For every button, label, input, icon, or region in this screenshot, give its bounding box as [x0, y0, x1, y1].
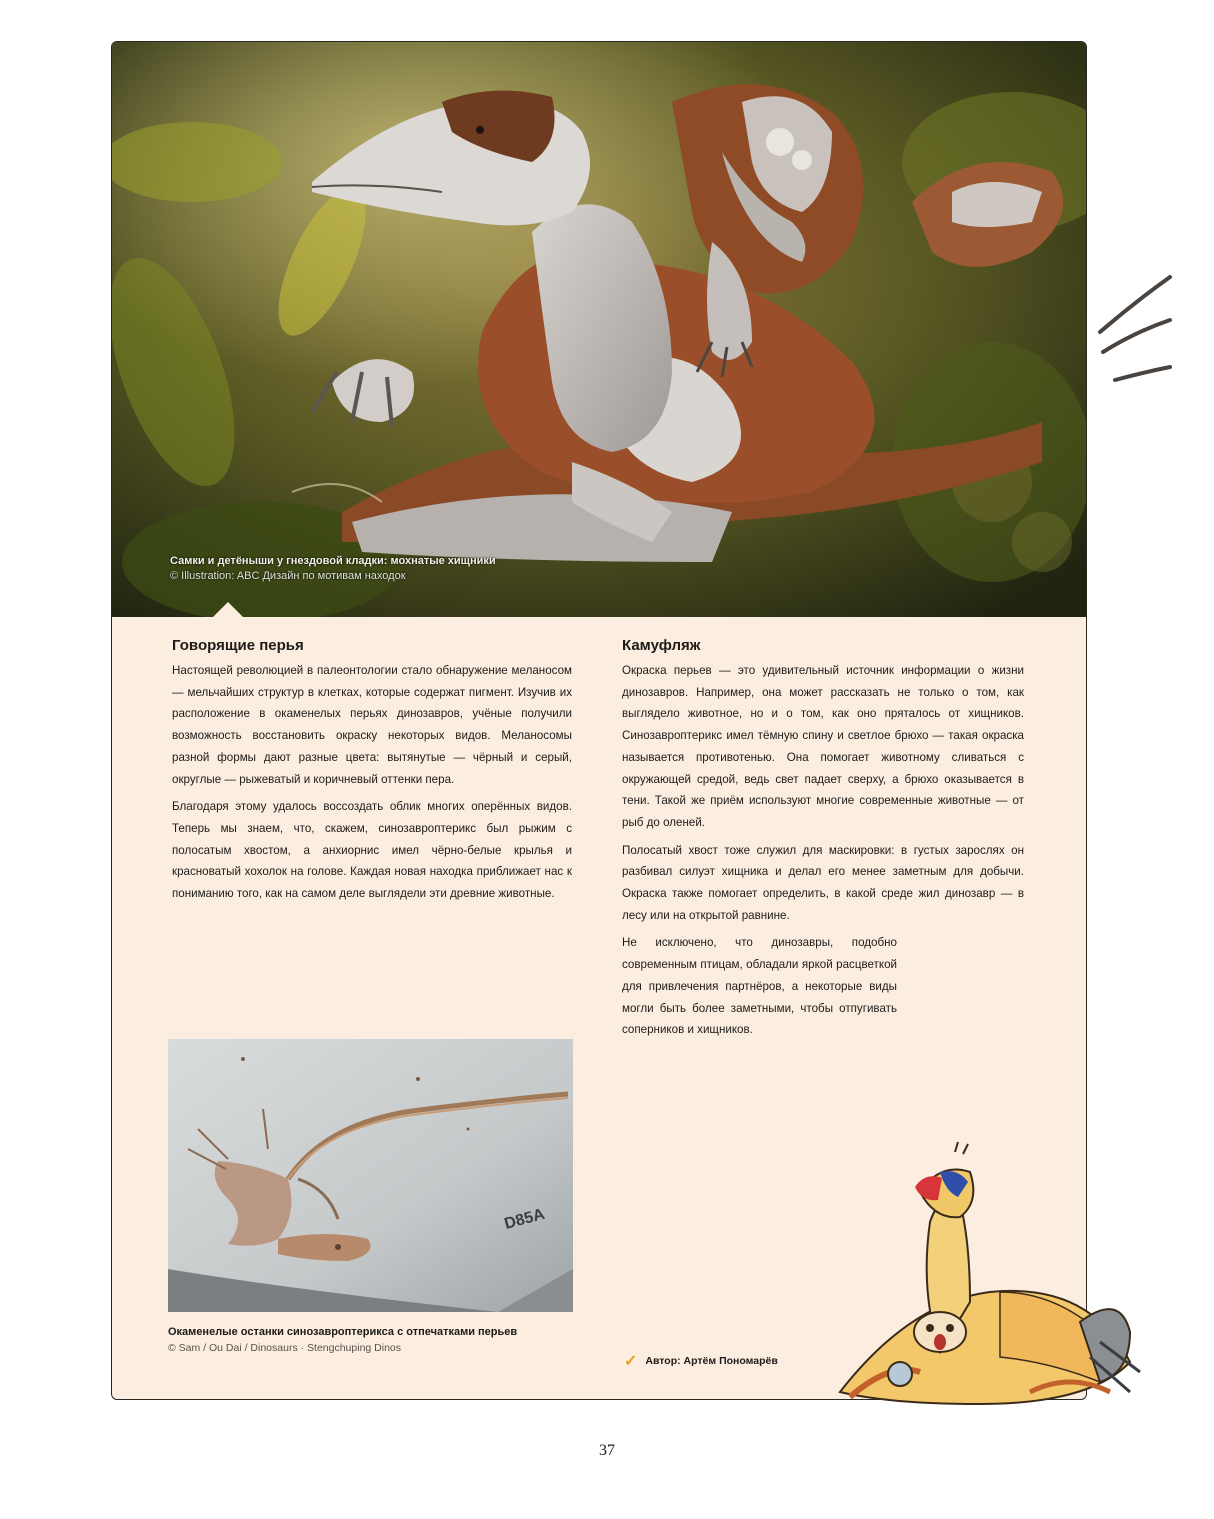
left-column: [172, 636, 572, 911]
left-heading: Говорящие перья: [172, 637, 304, 654]
right-heading: Камуфляж: [622, 637, 701, 654]
right-column: [622, 636, 1024, 1047]
dinosaur-scene-image: [112, 42, 1086, 617]
left-paragraph: Настоящей революцией в палеонтологии стало обнаружение меланосом — мельчайших структур в клетках, которые содержат пигмент. Изучив их расположение в окаменелых перьях динозавров, учёные получили возможность восстановить окраску некоторых видов. Меланосомы разной формы дают разные цвета: вытянутые — чёрный и серый, округлые — рыжеватый и коричневый оттенки пера.: [172, 664, 572, 786]
right-paragraph: Окраска перьев — это удивительный источник информации о жизни динозавров. Например, она может рассказать не только о том, как выглядело животное, но и о том, как оно пряталось от хищников. Синозавроптерикс имел тёмную спину и светлое брюхо — такая окраска называется противотенью. Она помогает животному сливаться с окружающей средой, ведь свет падает сверху, а брюхо оказывается в тени. Такой же приём используют многие современные животные — от рыб до оленей.: [622, 664, 1024, 829]
right-paragraph: Полосатый хвост тоже служил для маскировки: в густых зарослях он разбивал силуэт хищника и делал его менее заметным для добычи. Окраска также помогает определить, в какой среде жил динозавр — в лесу или на открытой равнине.: [622, 843, 1024, 922]
feather-mark-icon: ✓: [624, 1353, 638, 1370]
fossil-slab-image: [168, 1039, 573, 1312]
hero-caption-credit: © Illustration: ABC Дизайн по мотивам находок: [170, 570, 406, 582]
fossil-caption-credit: © Sam / Ou Dai / Dinosaurs · Stengchuping Dinos: [168, 1342, 402, 1354]
author-line: [624, 1351, 778, 1371]
hero-caption-title: Самки и детёныши у гнездовой кладки: мохнатые хищники: [170, 555, 496, 567]
cartoon-dinosaur-mascot: [830, 1142, 1150, 1412]
left-paragraph: Благодаря этому удалось воссоздать облик многих оперённых видов. Теперь мы знаем, что, скажем, синозавроптерикс был рыжим с полосатым хвостом, а анхиорнис имел чёрно-белые крылья и красноватый хохолок на голове. Каждая новая находка приближает нас к пониманию того, как на самом деле выглядели эти древние животные.: [172, 800, 572, 901]
claw-scratch-icon: [1095, 272, 1175, 392]
fossil-photo: [168, 1039, 573, 1312]
caption-notch: [212, 602, 244, 617]
fossil-caption: [168, 1324, 573, 1356]
slab-specimen-label: D85A: [502, 1205, 547, 1233]
author-name: Автор: Артём Пономарёв: [645, 1355, 778, 1367]
hero-illustration: [112, 42, 1086, 617]
page-number: 37: [599, 1442, 615, 1459]
fossil-caption-title: Окаменелые останки синозавроптерикса с отпечатками перьев: [168, 1326, 518, 1338]
hero-caption: [170, 554, 590, 584]
right-paragraph: Не исключено, что динозавры, подобно современным птицам, обладали яркой расцветкой для привлечения партнёров, а некоторые виды могли быть более заметными, чтобы отпугивать соперников и хищников.: [622, 936, 897, 1037]
